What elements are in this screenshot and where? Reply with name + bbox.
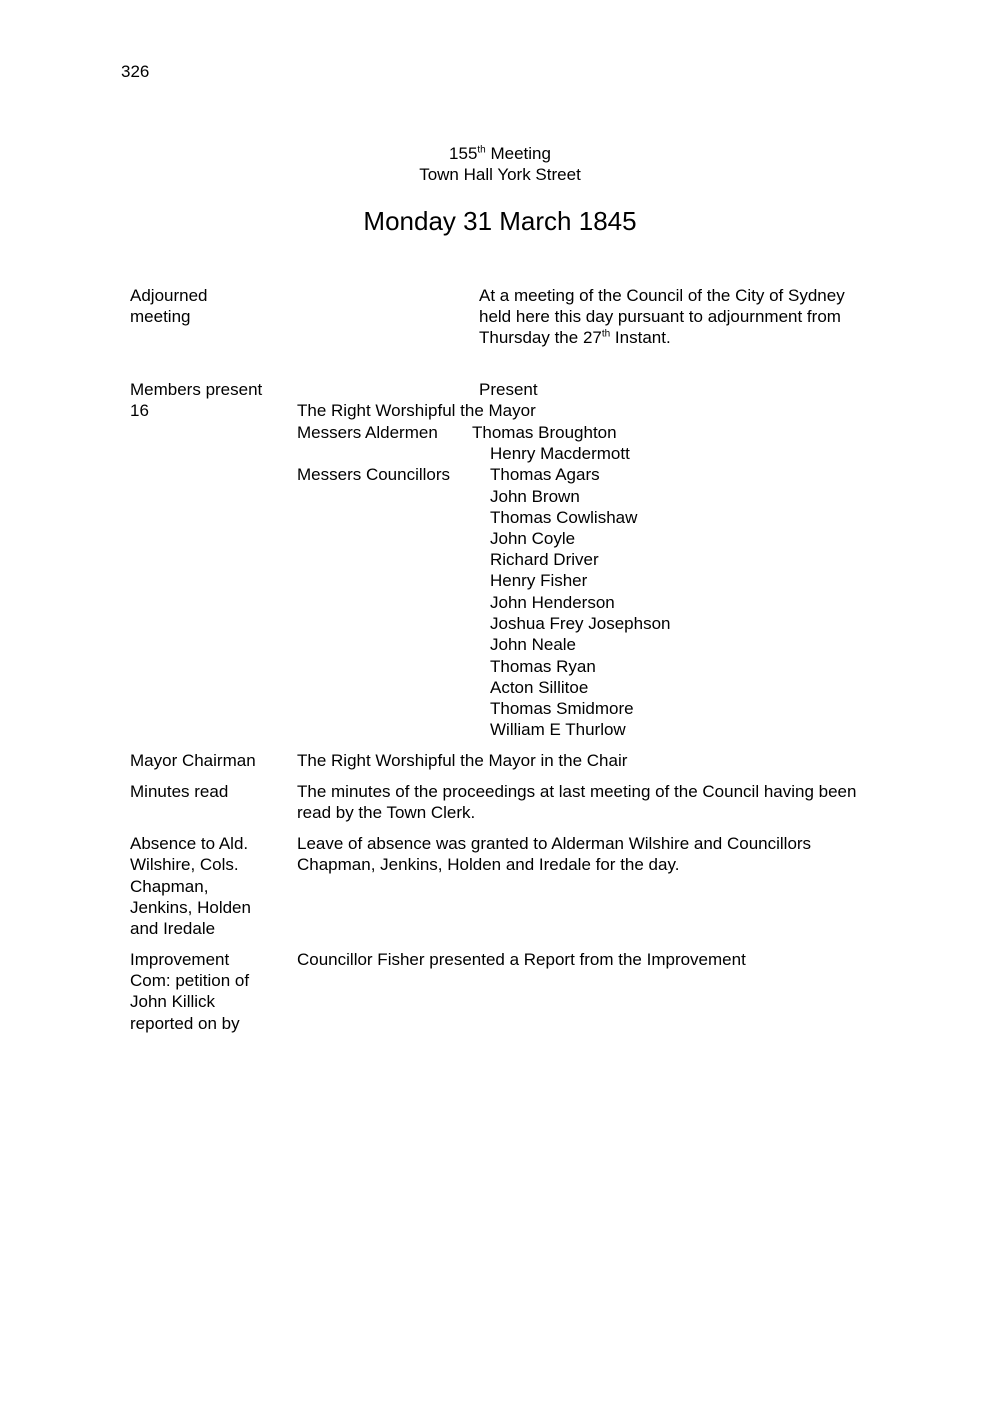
councillor-name: Henry Fisher [490,571,588,590]
meeting-place: Town Hall York Street [419,165,581,184]
margin-note-members-2: 16 [130,401,149,420]
margin-note-improvement-3: John Killick [130,992,216,1011]
aldermen-label: Messers Aldermen [297,423,438,442]
minutes-text-2: read by the Town Clerk. [297,803,476,822]
councillor-name: William E Thurlow [490,720,626,739]
margin-note-absence-4: Jenkins, Holden [130,898,251,917]
councillor-name: John Neale [490,635,577,654]
alderman-name: Thomas Broughton [472,423,617,442]
adjourned-text-1: At a meeting of the Council of the City of Sydney [479,286,845,305]
margin-note-absence-1: Absence to Ald. [130,834,249,853]
absence-text-2: Chapman, Jenkins, Holden and Iredale for the day. [297,855,680,874]
margin-note-absence-3: Chapman, [130,877,209,896]
councillor-name: John Coyle [490,529,576,548]
councillor-name: Thomas Cowlishaw [490,508,638,527]
margin-note-adjourned-2: meeting [130,307,191,326]
margin-note-chairman: Mayor Chairman [130,751,256,770]
councillor-name: Acton Sillitoe [490,678,589,697]
margin-note-improvement-4: reported on by [130,1014,240,1033]
councillors-label: Messers Councillors [297,465,451,484]
councillor-name: Thomas Agars [490,465,600,484]
mayor-line: The Right Worshipful the Mayor [297,401,536,420]
improvement-text: Councillor Fisher presented a Report from the Improvement [297,950,746,969]
councillor-name: John Brown [490,487,580,506]
present-label: Present [479,380,538,399]
margin-note-minutes: Minutes read [130,782,229,801]
councillor-name: Thomas Ryan [490,657,596,676]
margin-note-absence-2: Wilshire, Cols. [130,855,239,874]
adjourned-text-2: held here this day pursuant to adjournment from [479,307,841,326]
alderman-name: Henry Macdermott [490,444,630,463]
margin-note-improvement-2: Com: petition of [130,971,250,990]
minutes-text-1: The minutes of the proceedings at last meeting of the Council having been [297,782,857,801]
margin-note-members-1: Members present [130,380,263,399]
page-number: 326 [121,62,150,81]
councillor-name: Joshua Frey Josephson [490,614,671,633]
councillor-name: John Henderson [490,593,615,612]
chairman-text: The Right Worshipful the Mayor in the Chair [297,751,628,770]
margin-note-adjourned-1: Adjourned [130,286,208,305]
margin-note-absence-5: and Iredale [130,919,216,938]
margin-note-improvement-1: Improvement [130,950,230,969]
absence-text-1: Leave of absence was granted to Alderman Wilshire and Councillors [297,834,812,853]
adjourned-text-3: Thursday the 27th Instant. [479,328,671,347]
councillor-name: Thomas Smidmore [490,699,634,718]
meeting-date: Monday 31 March 1845 [363,206,637,236]
meeting-number: 155th Meeting [449,144,551,163]
councillor-name: Richard Driver [490,550,599,569]
